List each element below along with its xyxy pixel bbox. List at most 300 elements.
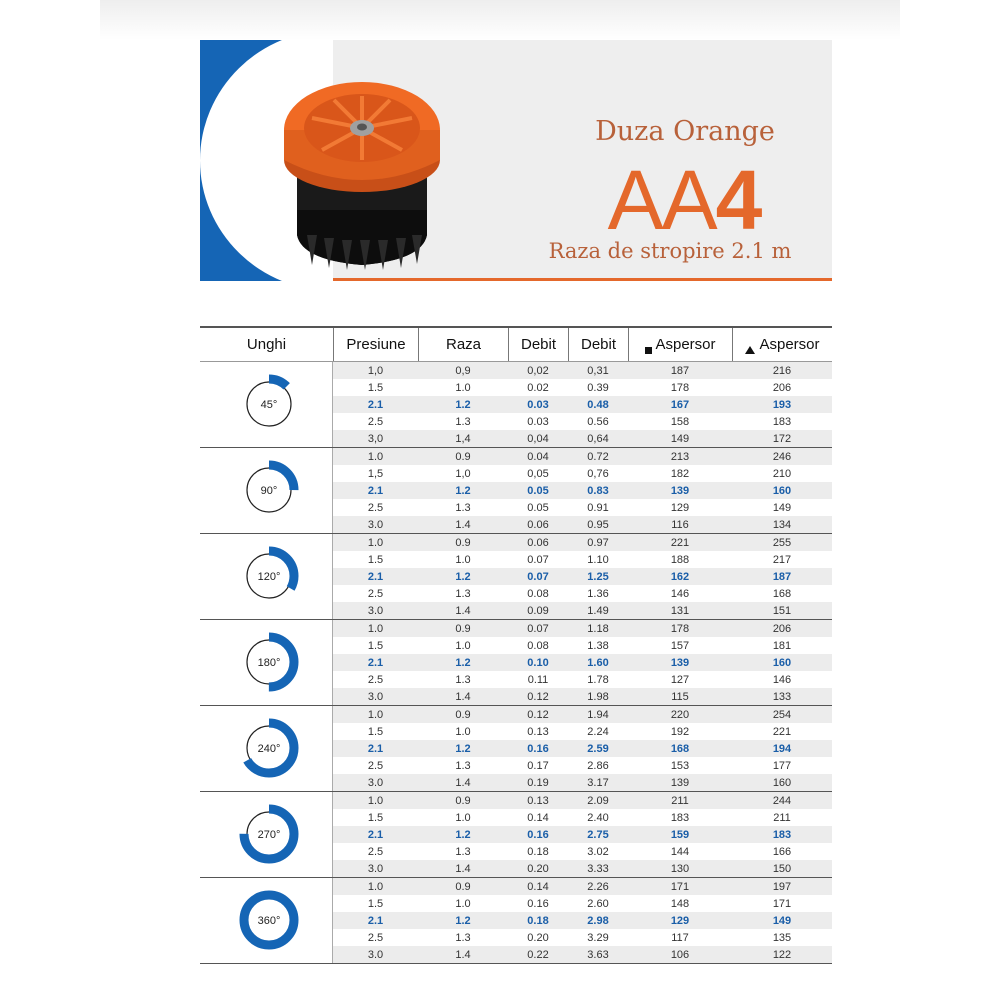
cell-sprinkler-square: 221 — [670, 536, 690, 549]
cell-sprinkler-square: 178 — [670, 622, 690, 635]
cell-radius: 1.0 — [455, 725, 471, 738]
angle-group — [200, 448, 832, 534]
angle-cell — [200, 362, 333, 447]
cell-sprinkler-triangle: 197 — [772, 880, 792, 893]
square-icon — [645, 347, 652, 354]
model-number: 4 — [715, 153, 763, 247]
cell-flow-1: 0.10 — [527, 656, 549, 669]
cell-sprinkler-triangle: 217 — [772, 553, 792, 566]
cell-pressure: 2.1 — [367, 656, 384, 669]
cell-flow-2: 3.29 — [587, 931, 609, 944]
cell-radius: 0.9 — [455, 794, 471, 807]
cell-pressure: 1.5 — [367, 897, 384, 910]
cell-pressure: 2.1 — [367, 484, 384, 497]
angle-group — [200, 534, 832, 620]
cell-radius: 0.9 — [455, 880, 471, 893]
cell-pressure: 2.5 — [367, 587, 384, 600]
angle-group-rows — [333, 620, 832, 705]
table-row — [333, 430, 832, 447]
cell-flow-1: 0.14 — [527, 880, 549, 893]
cell-flow-2: 2.86 — [587, 759, 609, 772]
spray-radius-subtitle: Raza de stropire 2.1 m — [548, 239, 792, 263]
cell-radius: 1.3 — [455, 845, 471, 858]
cell-flow-2: 1.94 — [587, 708, 609, 721]
cell-sprinkler-triangle: 255 — [772, 536, 792, 549]
cell-sprinkler-square: 183 — [670, 811, 690, 824]
cell-flow-2: 3.63 — [587, 948, 609, 961]
cell-flow-1: 0.05 — [527, 501, 549, 514]
cell-pressure: 2.1 — [367, 398, 384, 411]
cell-sprinkler-triangle: 244 — [772, 794, 792, 807]
cell-flow-2: 1.38 — [587, 639, 609, 652]
cell-flow-1: 0.06 — [527, 518, 549, 531]
cell-flow-2: 0,31 — [587, 364, 609, 377]
angle-arc-icon — [238, 373, 300, 435]
cell-pressure: 3.0 — [367, 862, 384, 875]
table-row — [333, 620, 832, 637]
table-row — [333, 534, 832, 551]
angle-cell — [200, 878, 333, 963]
cell-sprinkler-triangle: 160 — [772, 776, 792, 789]
cell-sprinkler-square: 220 — [670, 708, 690, 721]
angle-arc-icon — [238, 459, 300, 521]
angle-cell — [200, 448, 333, 533]
cell-sprinkler-triangle: 133 — [772, 690, 792, 703]
cell-flow-1: 0.19 — [527, 776, 549, 789]
cell-radius: 1.0 — [455, 381, 471, 394]
col-header-sprinkler-triangle-label: Aspersor — [759, 336, 820, 353]
angle-label: 270° — [257, 829, 281, 841]
cell-flow-2: 0,64 — [587, 432, 609, 445]
cell-flow-1: 0.12 — [527, 690, 549, 703]
cell-pressure: 2.5 — [367, 673, 384, 686]
table-row — [333, 671, 832, 688]
cell-radius: 1.2 — [455, 828, 471, 841]
cell-radius: 0.9 — [455, 536, 471, 549]
cell-pressure: 2.1 — [367, 742, 384, 755]
cell-sprinkler-square: 131 — [670, 604, 690, 617]
cell-sprinkler-square: 213 — [670, 450, 690, 463]
col-header-pressure: Presiune — [333, 328, 418, 361]
angle-cell — [200, 706, 333, 791]
angle-arc-icon — [238, 803, 300, 865]
cell-flow-2: 3.33 — [587, 862, 609, 875]
cell-sprinkler-triangle: 183 — [772, 415, 792, 428]
cell-flow-2: 0.56 — [587, 415, 609, 428]
cell-sprinkler-square: 117 — [671, 931, 689, 944]
cell-radius: 1.2 — [455, 398, 471, 411]
cell-radius: 1.2 — [455, 484, 471, 497]
table-row — [333, 654, 832, 671]
cell-flow-2: 0.97 — [587, 536, 609, 549]
cell-flow-1: 0.16 — [527, 828, 549, 841]
table-row — [333, 878, 832, 895]
table-row — [333, 826, 832, 843]
cell-flow-1: 0,02 — [527, 364, 549, 377]
nozzle-model-title — [560, 150, 810, 250]
cell-sprinkler-triangle: 151 — [772, 604, 792, 617]
col-header-flow-1: Debit — [508, 328, 568, 361]
angle-label: 45° — [260, 399, 278, 411]
cell-flow-1: 0.22 — [527, 948, 549, 961]
table-row — [333, 860, 832, 877]
cell-sprinkler-square: 167 — [670, 398, 690, 411]
table-row — [333, 706, 832, 723]
cell-sprinkler-triangle: 149 — [772, 501, 792, 514]
col-header-radius: Raza — [418, 328, 508, 361]
cell-flow-1: 0.18 — [527, 914, 549, 927]
cell-radius: 1.3 — [455, 501, 471, 514]
angle-group-rows — [333, 534, 832, 619]
cell-sprinkler-square: 158 — [670, 415, 690, 428]
table-header — [200, 326, 832, 362]
cell-sprinkler-triangle: 210 — [772, 467, 792, 480]
angle-label: 180° — [257, 657, 281, 669]
cell-sprinkler-square: 146 — [670, 587, 690, 600]
cell-radius: 0.9 — [455, 622, 471, 635]
cell-sprinkler-square: 162 — [670, 570, 690, 583]
cell-radius: 1.4 — [455, 690, 471, 703]
cell-sprinkler-triangle: 172 — [772, 432, 792, 445]
cell-sprinkler-triangle: 160 — [772, 484, 792, 497]
cell-radius: 1.4 — [455, 604, 471, 617]
cell-pressure: 1.5 — [367, 639, 384, 652]
cell-pressure: 2.5 — [367, 845, 384, 858]
cell-pressure: 3.0 — [367, 604, 384, 617]
table-row — [333, 774, 832, 791]
cell-radius: 0,9 — [455, 364, 471, 377]
table-row — [333, 413, 832, 430]
cell-radius: 1.4 — [455, 776, 471, 789]
angle-group-rows — [333, 878, 832, 963]
table-row — [333, 396, 832, 413]
cell-flow-2: 2.09 — [587, 794, 609, 807]
cell-flow-2: 0.72 — [587, 450, 609, 463]
cell-sprinkler-triangle: 181 — [772, 639, 792, 652]
cell-flow-1: 0.13 — [527, 794, 549, 807]
col-header-angle: Unghi — [246, 336, 287, 353]
cell-radius: 1.3 — [455, 931, 471, 944]
cell-sprinkler-square: 187 — [670, 364, 690, 377]
angle-group-rows — [333, 706, 832, 791]
cell-pressure: 2.5 — [367, 501, 384, 514]
cell-pressure: 1.0 — [367, 450, 384, 463]
table-row — [333, 792, 832, 809]
table-row — [333, 843, 832, 860]
cell-radius: 1.3 — [455, 415, 471, 428]
cell-radius: 1.4 — [455, 862, 471, 875]
angle-group — [200, 792, 832, 878]
table-row — [333, 637, 832, 654]
cell-flow-1: 0.03 — [527, 398, 549, 411]
table-row — [333, 568, 832, 585]
table-row — [333, 585, 832, 602]
cell-pressure: 2.1 — [367, 570, 384, 583]
cell-pressure: 1,0 — [367, 364, 384, 377]
cell-flow-1: 0.16 — [527, 897, 549, 910]
angle-label: 90° — [260, 485, 278, 497]
cell-flow-1: 0.07 — [527, 622, 549, 635]
cell-flow-2: 0.48 — [587, 398, 609, 411]
cell-radius: 1.0 — [455, 553, 471, 566]
table-row — [333, 757, 832, 774]
orange-underline — [333, 278, 832, 281]
cell-flow-1: 0.09 — [527, 604, 549, 617]
col-header-flow-2: Debit — [568, 328, 628, 361]
cell-sprinkler-square: 153 — [670, 759, 690, 772]
cell-flow-1: 0.20 — [527, 931, 549, 944]
cell-flow-1: 0.16 — [527, 742, 549, 755]
model-letters: AA — [607, 153, 716, 247]
angle-arc-icon — [238, 545, 300, 607]
col-header-sprinkler-square-label: Aspersor — [655, 336, 716, 353]
cell-flow-1: 0.17 — [527, 759, 549, 772]
cell-flow-2: 2.59 — [587, 742, 609, 755]
cell-pressure: 2.1 — [367, 914, 384, 927]
cell-sprinkler-square: 182 — [670, 467, 690, 480]
cell-flow-1: 0.07 — [527, 570, 549, 583]
table-row — [333, 740, 832, 757]
cell-sprinkler-square: 159 — [670, 828, 690, 841]
cell-sprinkler-square: 178 — [670, 381, 690, 394]
cell-flow-2: 1.18 — [587, 622, 609, 635]
cell-flow-1: 0.03 — [527, 415, 549, 428]
cell-sprinkler-triangle: 183 — [772, 828, 792, 841]
cell-flow-2: 3.02 — [587, 845, 609, 858]
cell-sprinkler-triangle: 122 — [772, 948, 792, 961]
cell-flow-2: 0,76 — [587, 467, 609, 480]
cell-sprinkler-triangle: 221 — [772, 725, 792, 738]
table-row — [333, 362, 832, 379]
cell-pressure: 1.0 — [367, 794, 384, 807]
triangle-icon — [745, 346, 755, 354]
cell-flow-1: 0.08 — [527, 587, 549, 600]
cell-radius: 1.4 — [455, 518, 471, 531]
cell-pressure: 1.5 — [367, 553, 384, 566]
cell-flow-2: 0.83 — [587, 484, 609, 497]
cell-flow-1: 0.14 — [527, 811, 549, 824]
table-row — [333, 946, 832, 963]
cell-flow-2: 2.75 — [587, 828, 609, 841]
cell-sprinkler-square: 192 — [670, 725, 690, 738]
angle-cell — [200, 620, 333, 705]
table-row — [333, 551, 832, 568]
cell-flow-1: 0.12 — [527, 708, 549, 721]
cell-pressure: 1.0 — [367, 708, 384, 721]
cell-radius: 0.9 — [455, 450, 471, 463]
col-header-sprinkler-triangle — [732, 328, 832, 361]
cell-radius: 0.9 — [455, 708, 471, 721]
angle-group — [200, 620, 832, 706]
col-header-sprinkler-square — [628, 328, 732, 361]
table-row — [333, 929, 832, 946]
cell-sprinkler-square: 171 — [670, 880, 690, 893]
cell-sprinkler-square: 148 — [670, 897, 690, 910]
table-row — [333, 465, 832, 482]
cell-flow-1: 0.05 — [527, 484, 549, 497]
cell-radius: 1.0 — [455, 811, 471, 824]
cell-sprinkler-square: 139 — [670, 656, 690, 669]
cell-flow-1: 0.06 — [527, 536, 549, 549]
table-row — [333, 809, 832, 826]
product-banner — [200, 40, 832, 281]
cell-pressure: 1.0 — [367, 622, 384, 635]
cell-flow-1: 0,05 — [527, 467, 549, 480]
table-row — [333, 482, 832, 499]
cell-flow-2: 1.10 — [587, 553, 609, 566]
cell-pressure: 3.0 — [367, 518, 384, 531]
angle-label: 120° — [257, 571, 281, 583]
cell-sprinkler-triangle: 171 — [772, 897, 792, 910]
cell-sprinkler-triangle: 146 — [772, 673, 792, 686]
cell-flow-2: 2.98 — [587, 914, 609, 927]
cell-pressure: 1,5 — [367, 467, 384, 480]
cell-radius: 1,0 — [455, 467, 471, 480]
cell-sprinkler-square: 116 — [671, 518, 689, 531]
cell-sprinkler-triangle: 134 — [772, 518, 792, 531]
angle-group-rows — [333, 448, 832, 533]
cell-radius: 1.0 — [455, 897, 471, 910]
angle-group-rows — [333, 362, 832, 447]
cell-radius: 1,4 — [455, 432, 471, 445]
cell-flow-1: 0.20 — [527, 862, 549, 875]
table-row — [333, 602, 832, 619]
cell-pressure: 1.0 — [367, 536, 384, 549]
cell-flow-2: 1.78 — [587, 673, 609, 686]
cell-flow-2: 0.91 — [587, 501, 609, 514]
cell-sprinkler-triangle: 194 — [772, 742, 792, 755]
cell-sprinkler-square: 211 — [671, 794, 689, 807]
cell-pressure: 2.5 — [367, 415, 384, 428]
cell-pressure: 2.1 — [367, 828, 384, 841]
cell-sprinkler-triangle: 150 — [772, 862, 792, 875]
angle-group — [200, 706, 832, 792]
cell-sprinkler-square: 144 — [670, 845, 690, 858]
table-body — [200, 362, 832, 964]
cell-flow-2: 0.39 — [587, 381, 609, 394]
cell-radius: 1.2 — [455, 656, 471, 669]
table-row — [333, 448, 832, 465]
cell-flow-1: 0.02 — [527, 381, 549, 394]
top-shadow-band — [100, 0, 900, 40]
cell-flow-1: 0,04 — [527, 432, 549, 445]
cell-sprinkler-triangle: 216 — [772, 364, 792, 377]
table-row — [333, 723, 832, 740]
cell-flow-2: 2.24 — [587, 725, 609, 738]
cell-pressure: 2.5 — [367, 931, 384, 944]
cell-sprinkler-triangle: 193 — [772, 398, 792, 411]
table-row — [333, 688, 832, 705]
cell-flow-1: 0.04 — [527, 450, 549, 463]
cell-pressure: 3.0 — [367, 690, 384, 703]
cell-sprinkler-square: 168 — [670, 742, 690, 755]
cell-radius: 1.3 — [455, 759, 471, 772]
cell-pressure: 3.0 — [367, 948, 384, 961]
cell-pressure: 3.0 — [367, 776, 384, 789]
nozzle-color-title: Duza Orange — [595, 116, 775, 147]
cell-pressure: 1.5 — [367, 381, 384, 394]
cell-flow-2: 2.40 — [587, 811, 609, 824]
cell-sprinkler-triangle: 160 — [772, 656, 792, 669]
angle-group — [200, 362, 832, 448]
cell-radius: 1.4 — [455, 948, 471, 961]
nozzle-product-image — [262, 60, 462, 275]
cell-flow-2: 3.17 — [587, 776, 609, 789]
cell-sprinkler-triangle: 168 — [772, 587, 792, 600]
cell-sprinkler-square: 149 — [670, 432, 690, 445]
cell-flow-2: 1.25 — [587, 570, 609, 583]
angle-arc-icon — [238, 631, 300, 693]
table-row — [333, 912, 832, 929]
cell-sprinkler-triangle: 149 — [772, 914, 792, 927]
cell-flow-1: 0.18 — [527, 845, 549, 858]
angle-arc-icon — [238, 717, 300, 779]
nozzle-performance-table — [200, 326, 832, 964]
cell-sprinkler-square: 130 — [670, 862, 690, 875]
angle-arc-icon — [238, 889, 300, 951]
cell-pressure: 1.0 — [367, 880, 384, 893]
cell-pressure: 3,0 — [367, 432, 384, 445]
cell-flow-1: 0.07 — [527, 553, 549, 566]
angle-label: 240° — [257, 743, 281, 755]
cell-flow-2: 2.26 — [587, 880, 609, 893]
cell-sprinkler-triangle: 187 — [772, 570, 792, 583]
angle-cell — [200, 792, 333, 877]
angle-label: 360° — [257, 915, 281, 927]
cell-flow-1: 0.11 — [527, 673, 549, 686]
cell-sprinkler-square: 139 — [670, 484, 690, 497]
cell-flow-2: 1.60 — [587, 656, 609, 669]
cell-flow-2: 1.36 — [587, 587, 609, 600]
cell-pressure: 1.5 — [367, 725, 384, 738]
table-row — [333, 499, 832, 516]
cell-sprinkler-triangle: 177 — [772, 759, 792, 772]
cell-sprinkler-triangle: 135 — [772, 931, 792, 944]
cell-radius: 1.3 — [455, 587, 471, 600]
cell-pressure: 1.5 — [367, 811, 384, 824]
cell-flow-1: 0.13 — [527, 725, 549, 738]
cell-sprinkler-square: 139 — [670, 776, 690, 789]
cell-sprinkler-triangle: 211 — [773, 811, 791, 824]
cell-flow-1: 0.08 — [527, 639, 549, 652]
cell-sprinkler-square: 127 — [670, 673, 690, 686]
cell-sprinkler-triangle: 246 — [772, 450, 792, 463]
cell-radius: 1.2 — [455, 914, 471, 927]
cell-sprinkler-triangle: 166 — [772, 845, 792, 858]
cell-sprinkler-square: 157 — [670, 639, 690, 652]
cell-pressure: 2.5 — [367, 759, 384, 772]
angle-cell — [200, 534, 333, 619]
cell-sprinkler-triangle: 254 — [772, 708, 792, 721]
angle-group — [200, 878, 832, 964]
cell-sprinkler-triangle: 206 — [772, 381, 792, 394]
angle-group-rows — [333, 792, 832, 877]
cell-sprinkler-square: 129 — [670, 501, 690, 514]
cell-sprinkler-triangle: 206 — [772, 622, 792, 635]
cell-flow-2: 1.98 — [587, 690, 609, 703]
cell-flow-2: 2.60 — [587, 897, 609, 910]
cell-sprinkler-square: 106 — [670, 948, 690, 961]
cell-radius: 1.3 — [455, 673, 471, 686]
table-row — [333, 895, 832, 912]
cell-radius: 1.0 — [455, 639, 471, 652]
cell-radius: 1.2 — [455, 570, 471, 583]
table-row — [333, 379, 832, 396]
cell-sprinkler-square: 129 — [670, 914, 690, 927]
cell-flow-2: 1.49 — [587, 604, 609, 617]
table-row — [333, 516, 832, 533]
cell-radius: 1.2 — [455, 742, 471, 755]
